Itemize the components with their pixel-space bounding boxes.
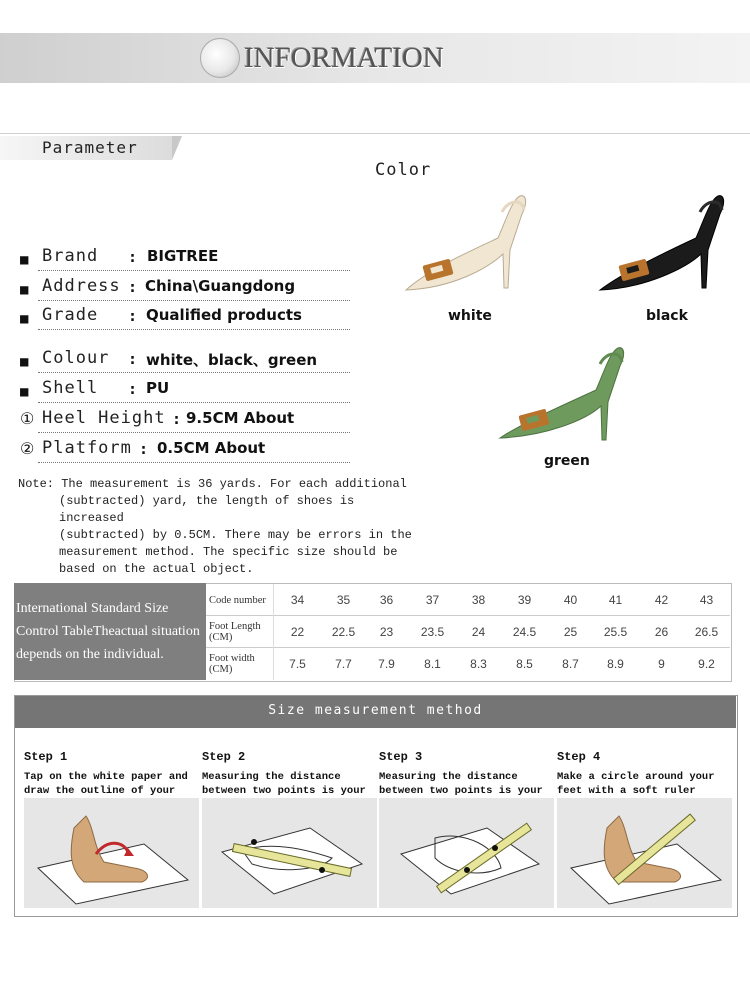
- row-header: Code number: [209, 594, 266, 606]
- table-cell: 7.5: [289, 657, 306, 671]
- step-label: Step 3: [379, 750, 423, 764]
- param-colon: :: [128, 248, 138, 266]
- table-cell: 26.5: [694, 625, 719, 639]
- size-table-intro: [16, 597, 206, 666]
- step-3: [379, 750, 554, 811]
- table-cell: 9: [658, 657, 665, 671]
- param-key: Colour: [42, 348, 110, 368]
- table-cell: 34: [290, 593, 305, 607]
- param-value: PU: [146, 379, 170, 397]
- table-row-code-number: [206, 584, 730, 616]
- step-4: [557, 750, 732, 797]
- foot-width-illustration: [379, 798, 554, 908]
- note-line: (subtracted) yard, the length of shoes is increased: [59, 494, 355, 525]
- param-key: Address: [42, 276, 121, 296]
- dotted-rule: [38, 372, 350, 373]
- table-row-foot-length: [206, 616, 730, 648]
- table-cell: 8.5: [516, 657, 533, 671]
- shoe-label-green: green: [544, 453, 590, 469]
- step-text: Tap on the white paper and draw the outline of your footsteps: [24, 771, 188, 811]
- shoe-label-black: black: [646, 308, 688, 324]
- param-colon: :: [172, 410, 182, 428]
- table-cell: 9.2: [698, 657, 715, 671]
- note-line: measurement method. The specific size should be: [59, 545, 398, 559]
- param-colon: :: [128, 278, 138, 296]
- table-cell: 22.5: [331, 625, 356, 639]
- table-cell: 39: [517, 593, 532, 607]
- foot-circumference-illustration: [557, 798, 732, 908]
- param-row-platform: [20, 438, 350, 466]
- intro-line: depends on the individual.: [16, 647, 164, 662]
- param-value: white、black、green: [146, 351, 318, 369]
- table-cell: 22: [290, 625, 305, 639]
- param-colon: :: [128, 380, 138, 398]
- page-title: INFORMATION: [244, 42, 444, 74]
- step-label: Step 1: [24, 750, 68, 764]
- circled-one-marker: ①: [20, 409, 35, 428]
- note-line: Note: The measurement is 36 yards. For each additional: [18, 477, 407, 491]
- param-key: Shell: [42, 378, 99, 398]
- param-key: Brand: [42, 246, 99, 266]
- bullet-marker: ■: [20, 252, 29, 268]
- bullet-marker: ■: [20, 384, 29, 400]
- table-cell: 41: [608, 593, 623, 607]
- param-value: 9.5CM About: [186, 409, 295, 427]
- param-row-shell: [20, 378, 350, 406]
- bullet-marker: ■: [20, 354, 29, 370]
- table-cell: 8.7: [562, 657, 579, 671]
- parameter-tab-label: Parameter: [42, 138, 138, 157]
- bullet-marker: ■: [20, 311, 29, 327]
- table-cell: 8.1: [424, 657, 441, 671]
- table-cell: 37: [425, 593, 440, 607]
- param-row-colour: [20, 348, 350, 376]
- row-header: Foot Length (CM): [209, 621, 261, 643]
- param-colon: :: [128, 307, 138, 325]
- color-heading: Color: [375, 160, 432, 180]
- param-key: Grade: [42, 305, 99, 325]
- row-header: Foot width (CM): [209, 653, 255, 675]
- intro-line: Control TableTheactual situation: [16, 624, 200, 639]
- table-cell: 25: [563, 625, 578, 639]
- dotted-rule: [38, 300, 350, 301]
- black-shoe-image: [596, 190, 736, 295]
- param-key: Heel Height: [42, 408, 166, 428]
- table-cell: 23.5: [420, 625, 445, 639]
- note-line: based on the actual object.: [59, 562, 254, 576]
- param-row-heel-height: [20, 408, 350, 436]
- shoe-label-white: white: [448, 308, 492, 324]
- size-note: [18, 476, 418, 578]
- table-cell: 25.5: [603, 625, 628, 639]
- param-value: BIGTREE: [147, 247, 219, 265]
- step-label: Step 2: [202, 750, 246, 764]
- table-cell: 8.3: [470, 657, 487, 671]
- table-row-foot-width: [206, 648, 730, 680]
- foot-length-illustration: [202, 798, 377, 908]
- green-shoe-image: [496, 342, 636, 447]
- step-text: Make a circle around your feet with a soft ruler: [557, 771, 715, 797]
- param-value: Qualified products: [146, 306, 302, 324]
- step-2: [202, 750, 377, 811]
- param-row-brand: [20, 246, 350, 274]
- foot-outline-illustration: [24, 798, 199, 908]
- intro-line: International Standard Size: [16, 601, 169, 616]
- param-row-address: [20, 276, 350, 304]
- dotted-rule: [38, 432, 350, 433]
- step-text: Measuring the distance between two points is your foot width.: [379, 771, 543, 811]
- parameter-tab-corner: [172, 136, 182, 160]
- table-cell: 43: [699, 593, 714, 607]
- white-shoe-image: [398, 190, 538, 295]
- table-cell: 23: [379, 625, 394, 639]
- param-key: Platform: [42, 438, 132, 458]
- table-cell: 7.9: [378, 657, 395, 671]
- banner-circle-icon: [200, 38, 240, 78]
- table-cell: 26: [654, 625, 669, 639]
- param-value: China\Guangdong: [145, 277, 296, 295]
- table-cell: 24: [471, 625, 486, 639]
- table-cell: 38: [471, 593, 486, 607]
- step-label: Step 4: [557, 750, 601, 764]
- table-cell: 7.7: [335, 657, 352, 671]
- table-cell: 35: [336, 593, 351, 607]
- param-colon: :: [128, 350, 138, 368]
- divider: [0, 133, 750, 134]
- step-1: [24, 750, 199, 811]
- param-colon: :: [139, 440, 149, 458]
- circled-two-marker: ②: [20, 439, 35, 458]
- step-text: Measuring the distance between two points is your foot length.: [202, 771, 366, 811]
- table-cell: 40: [563, 593, 578, 607]
- param-row-grade: [20, 305, 350, 333]
- table-cell: 24.5: [512, 625, 537, 639]
- dotted-rule: [38, 402, 350, 403]
- table-cell: 36: [379, 593, 394, 607]
- table-cell: 42: [654, 593, 669, 607]
- param-value: 0.5CM About: [157, 439, 266, 457]
- note-line: (subtracted) by 0.5CM. There may be errors in the: [59, 528, 412, 542]
- dotted-rule: [38, 329, 350, 330]
- dotted-rule: [38, 270, 350, 271]
- bullet-marker: ■: [20, 282, 29, 298]
- table-cell: 8.9: [607, 657, 624, 671]
- dotted-rule: [38, 462, 350, 463]
- measurement-method-title: Size measurement method: [268, 703, 483, 718]
